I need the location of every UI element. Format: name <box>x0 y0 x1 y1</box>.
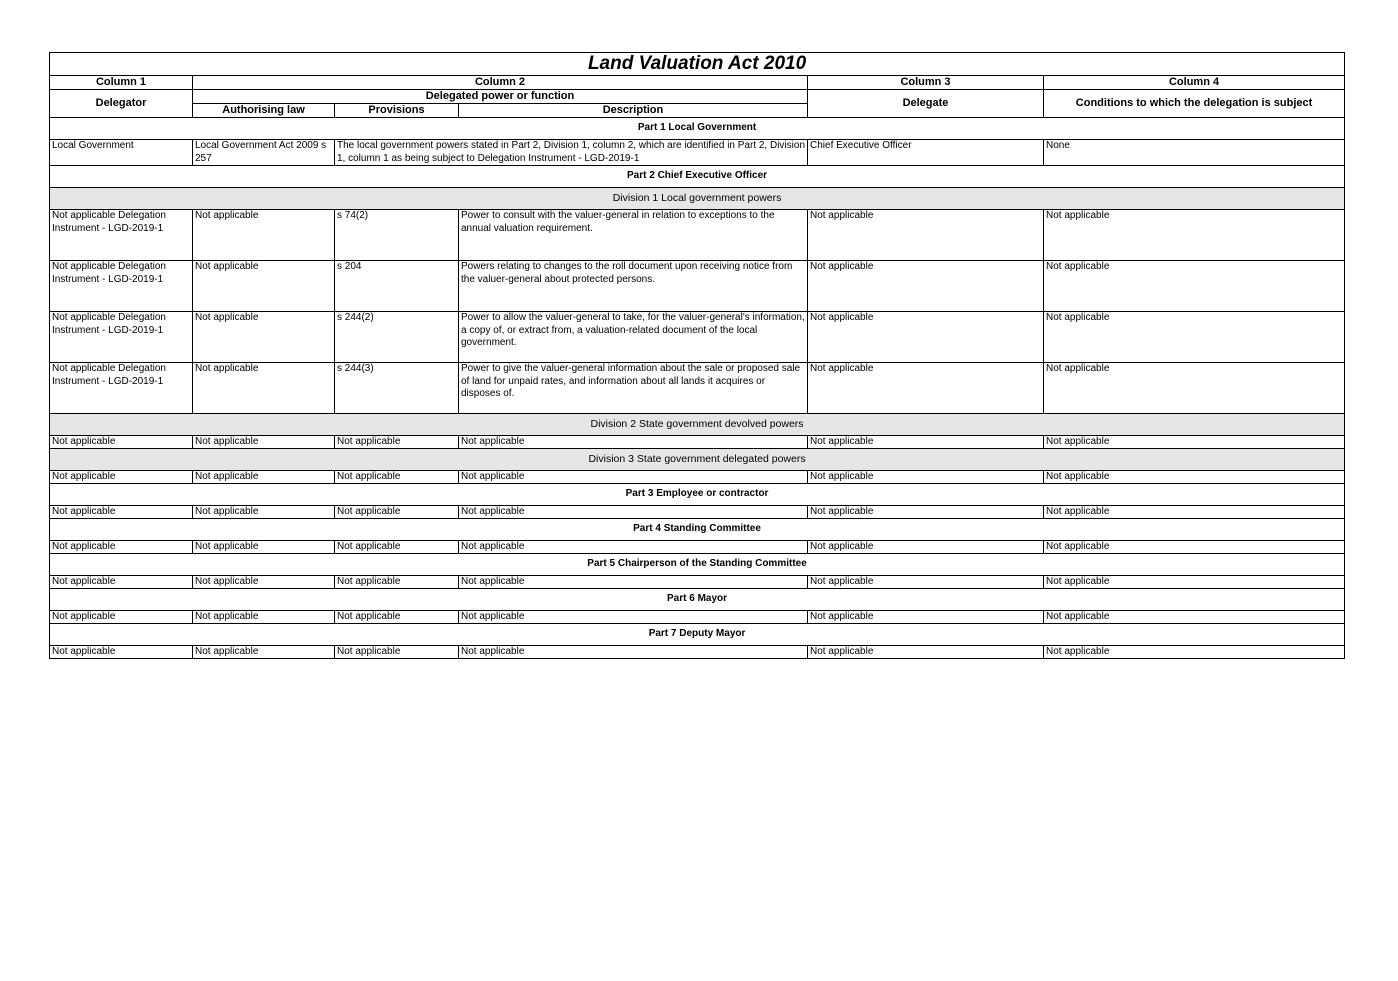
cell-delegator: Local Government <box>50 140 193 166</box>
document-title: Land Valuation Act 2010 <box>50 53 1345 76</box>
cell-delegate: Not applicable <box>808 436 1044 449</box>
cell-delegator: Not applicable <box>50 506 193 519</box>
cell-authorising-law: Not applicable <box>193 210 335 261</box>
cell-delegate: Not applicable <box>808 506 1044 519</box>
header-column-4: Column 4 <box>1044 76 1345 90</box>
cell-provisions: s 204 <box>335 261 459 312</box>
cell-conditions: Not applicable <box>1044 541 1345 554</box>
cell-description: Not applicable <box>459 506 808 519</box>
cell-delegator: Not applicable Delegation Instrument - LGD-2019-1 <box>50 210 193 261</box>
cell-description: Power to give the valuer-general information about the sale or proposed sale of land for unpaid rates, and information about all lands it acquires or disposes of. <box>459 363 808 414</box>
table-row <box>50 312 1345 363</box>
cell-authorising-law: Not applicable <box>193 261 335 312</box>
cell-description: Power to consult with the valuer-general in relation to exceptions to the annual valuation requirement. <box>459 210 808 261</box>
cell-authorising-law: Not applicable <box>193 436 335 449</box>
cell-authorising-law: Not applicable <box>193 611 335 624</box>
part-7-heading: Part 7 Deputy Mayor <box>50 624 1345 646</box>
cell-description: Not applicable <box>459 471 808 484</box>
cell-delegator: Not applicable Delegation Instrument - LGD-2019-1 <box>50 261 193 312</box>
header-column-1: Column 1 <box>50 76 193 90</box>
header-description: Description <box>459 104 808 118</box>
cell-delegator: Not applicable <box>50 436 193 449</box>
cell-authorising-law: Local Government Act 2009 s 257 <box>193 140 335 166</box>
cell-conditions: Not applicable <box>1044 506 1345 519</box>
table-row <box>50 471 1345 484</box>
header-column-2: Column 2 <box>193 76 808 90</box>
cell-provisions: s 244(2) <box>335 312 459 363</box>
cell-authorising-law: Not applicable <box>193 576 335 589</box>
cell-provisions: Not applicable <box>335 611 459 624</box>
part-2-heading: Part 2 Chief Executive Officer <box>50 166 1345 188</box>
cell-provisions: s 74(2) <box>335 210 459 261</box>
cell-delegator: Not applicable Delegation Instrument - LGD-2019-1 <box>50 363 193 414</box>
header-column-3: Column 3 <box>808 76 1044 90</box>
title-row <box>50 53 1345 76</box>
cell-delegate: Not applicable <box>808 261 1044 312</box>
cell-conditions: Not applicable <box>1044 471 1345 484</box>
cell-authorising-law: Not applicable <box>193 363 335 414</box>
cell-conditions: Not applicable <box>1044 646 1345 659</box>
header-authorising-law: Authorising law <box>193 104 335 118</box>
cell-delegate: Not applicable <box>808 210 1044 261</box>
cell-conditions: Not applicable <box>1044 261 1345 312</box>
cell-provisions: Not applicable <box>335 541 459 554</box>
cell-authorising-law: Not applicable <box>193 541 335 554</box>
cell-provisions-description: The local government powers stated in Part 2, Division 1, column 2, which are identified in Part 2, Division 1, column 1 as being subject to Delegation Instrument - LGD-2019-1 <box>335 140 808 166</box>
cell-conditions: Not applicable <box>1044 436 1345 449</box>
cell-provisions: Not applicable <box>335 646 459 659</box>
cell-conditions: Not applicable <box>1044 210 1345 261</box>
part-heading-row <box>50 589 1345 611</box>
table-row <box>50 611 1345 624</box>
cell-delegate: Not applicable <box>808 541 1044 554</box>
cell-provisions: Not applicable <box>335 471 459 484</box>
table-row <box>50 506 1345 519</box>
cell-provisions: s 244(3) <box>335 363 459 414</box>
cell-conditions: Not applicable <box>1044 363 1345 414</box>
cell-delegate: Chief Executive Officer <box>808 140 1044 166</box>
part-heading-row <box>50 554 1345 576</box>
cell-delegator: Not applicable <box>50 541 193 554</box>
header-conditions: Conditions to which the delegation is subject <box>1044 90 1345 118</box>
cell-conditions: Not applicable <box>1044 576 1345 589</box>
cell-description: Not applicable <box>459 436 808 449</box>
cell-delegate: Not applicable <box>808 611 1044 624</box>
cell-conditions: Not applicable <box>1044 611 1345 624</box>
part-heading-row <box>50 624 1345 646</box>
division-2-heading: Division 2 State government devolved powers <box>50 414 1345 436</box>
cell-provisions: Not applicable <box>335 506 459 519</box>
cell-authorising-law: Not applicable <box>193 312 335 363</box>
part-heading-row <box>50 519 1345 541</box>
cell-delegate: Not applicable <box>808 312 1044 363</box>
cell-authorising-law: Not applicable <box>193 471 335 484</box>
table-row <box>50 140 1345 166</box>
part-5-heading: Part 5 Chairperson of the Standing Committee <box>50 554 1345 576</box>
part-heading-row <box>50 118 1345 140</box>
cell-description: Power to allow the valuer-general to take, for the valuer-general's information, a copy of, or extract from, a valuation-related document of the local government. <box>459 312 808 363</box>
part-heading-row <box>50 484 1345 506</box>
header-label-row-1 <box>50 90 1345 104</box>
cell-delegate: Not applicable <box>808 576 1044 589</box>
table-row <box>50 363 1345 414</box>
header-delegated-power: Delegated power or function <box>193 90 808 104</box>
cell-description: Not applicable <box>459 646 808 659</box>
part-heading-row <box>50 166 1345 188</box>
cell-delegate: Not applicable <box>808 471 1044 484</box>
delegation-table <box>49 52 1345 659</box>
cell-delegator: Not applicable <box>50 611 193 624</box>
part-3-heading: Part 3 Employee or contractor <box>50 484 1345 506</box>
table-row <box>50 576 1345 589</box>
header-delegate: Delegate <box>808 90 1044 118</box>
part-6-heading: Part 6 Mayor <box>50 589 1345 611</box>
cell-authorising-law: Not applicable <box>193 646 335 659</box>
division-3-heading: Division 3 State government delegated powers <box>50 449 1345 471</box>
cell-delegate: Not applicable <box>808 646 1044 659</box>
cell-delegator: Not applicable Delegation Instrument - LGD-2019-1 <box>50 312 193 363</box>
cell-conditions: None <box>1044 140 1345 166</box>
part-1-heading: Part 1 Local Government <box>50 118 1345 140</box>
header-provisions: Provisions <box>335 104 459 118</box>
table-row <box>50 261 1345 312</box>
cell-description: Not applicable <box>459 541 808 554</box>
cell-authorising-law: Not applicable <box>193 506 335 519</box>
cell-delegator: Not applicable <box>50 471 193 484</box>
cell-description: Not applicable <box>459 611 808 624</box>
cell-description: Powers relating to changes to the roll document upon receiving notice from the valuer-general about protected persons. <box>459 261 808 312</box>
table-row <box>50 436 1345 449</box>
division-1-heading: Division 1 Local government powers <box>50 188 1345 210</box>
part-4-heading: Part 4 Standing Committee <box>50 519 1345 541</box>
division-heading-row <box>50 449 1345 471</box>
table-row <box>50 210 1345 261</box>
column-number-row <box>50 76 1345 90</box>
cell-delegator: Not applicable <box>50 576 193 589</box>
table-row <box>50 646 1345 659</box>
division-heading-row <box>50 414 1345 436</box>
header-delegator: Delegator <box>50 90 193 118</box>
table-row <box>50 541 1345 554</box>
division-heading-row <box>50 188 1345 210</box>
cell-conditions: Not applicable <box>1044 312 1345 363</box>
cell-delegator: Not applicable <box>50 646 193 659</box>
cell-delegate: Not applicable <box>808 363 1044 414</box>
cell-description: Not applicable <box>459 576 808 589</box>
cell-provisions: Not applicable <box>335 436 459 449</box>
cell-provisions: Not applicable <box>335 576 459 589</box>
